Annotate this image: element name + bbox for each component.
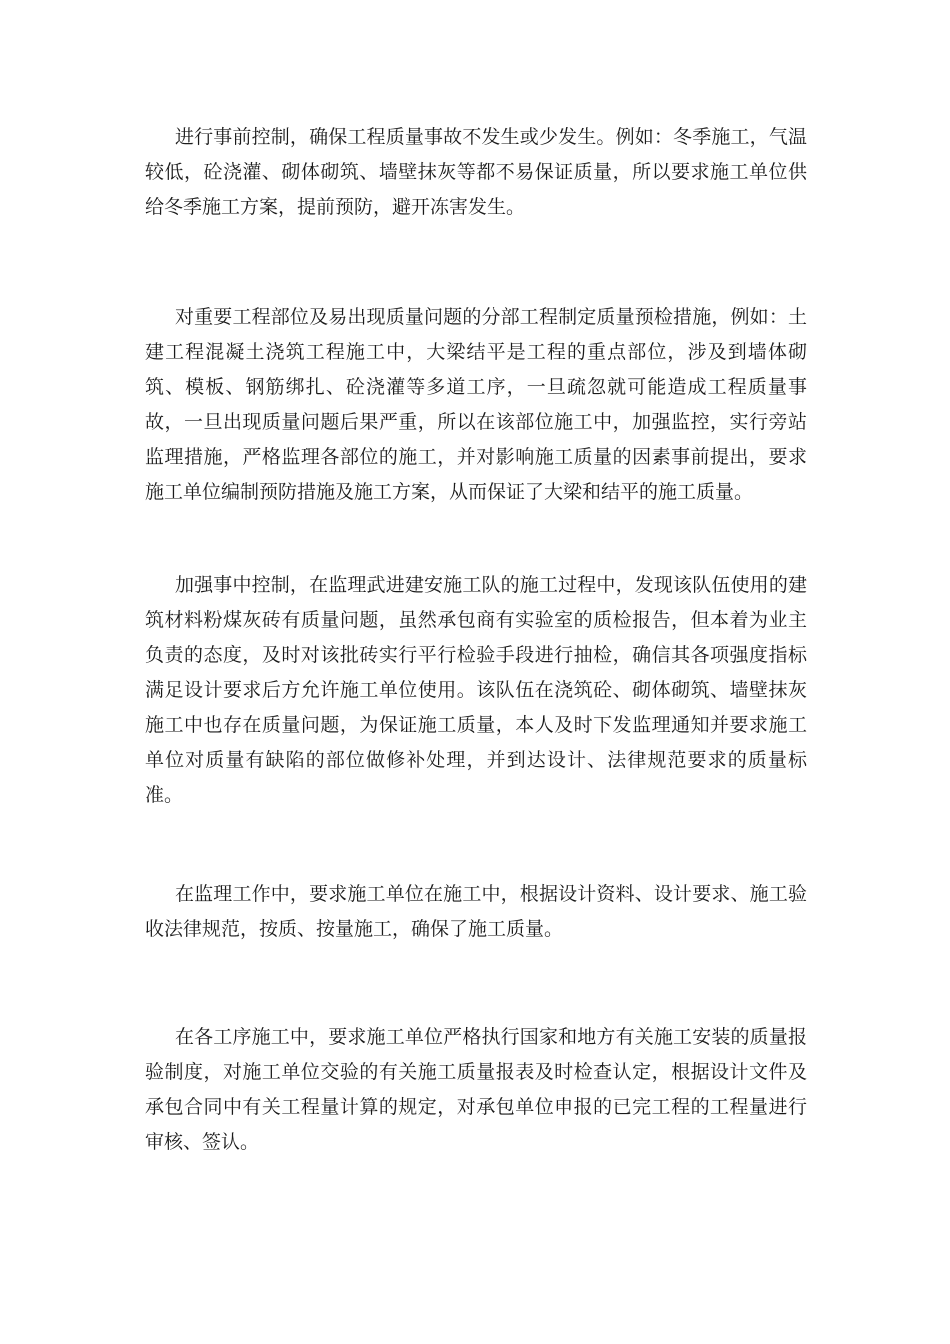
paragraph-supervision-work: 在监理工作中，要求施工单位在施工中，根据设计资料、设计要求、施工验收法律规范，按质、按量施工，确保了施工质量。 — [145, 883, 807, 940]
paragraph-key-parts-precheck: 对重要工程部位及易出现质量问题的分部工程制定质量预检措施，例如：土建工程混凝土浇筑工程施工中，大梁结平是工程的重点部位，涉及到墙体砌筑、模板、钢筋绑扎、砼浇灌等多道工序，一旦疏忽就可能造成工程质量事故，一旦出现质量问题后果严重，所以在该部位施工中，加强监控，实行旁站监理措施，严格监理各部位的施工，并对影响施工质量的因素事前提出，要求施工单位编制预防措施及施工方案，从而保证了大梁和结平的施工质量。 — [145, 306, 807, 503]
paragraph-inspection-approval: 在各工序施工中，要求施工单位严格执行国家和地方有关施工安装的质量报验制度，对施工单位交验的有关施工质量报表及时检查认定，根据设计文件及承包合同中有关工程量计算的规定，对承包单位申报的已完工程的工程量进行审核、签认。 — [145, 1026, 807, 1153]
paragraph-in-process-control: 加强事中控制，在监理武进建安施工队的施工过程中，发现该队伍使用的建筑材料粉煤灰砖有质量问题，虽然承包商有实验室的质检报告，但本着为业主负责的态度，及时对该批砖实行平行检验手段进行抽检，确信其各项强度指标满足设计要求后方允许施工单位使用。该队伍在浇筑砼、砌体砌筑、墙壁抹灰施工中也存在质量问题，为保证施工质量，本人及时下发监理通知并要求施工单位对质量有缺陷的部位做修补处理，并到达设计、法律规范要求的质量标准。 — [145, 574, 807, 806]
paragraph-pre-control: 进行事前控制，确保工程质量事故不发生或少发生。例如：冬季施工，气温较低，砼浇灌、砌体砌筑、墙壁抹灰等都不易保证质量，所以要求施工单位供给冬季施工方案，提前预防，避开冻害发生。 — [145, 126, 807, 218]
